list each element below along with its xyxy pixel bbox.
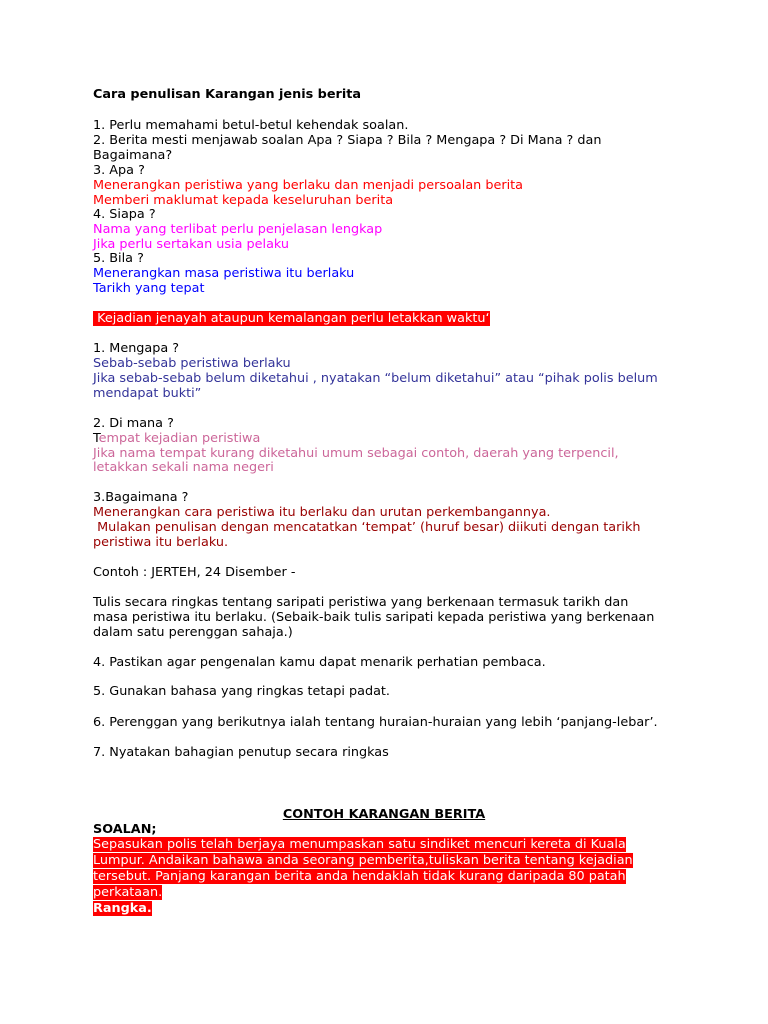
bagaimana-line: Menerangkan cara peristiwa itu berlaku dan urutan perkembangannya.: [93, 505, 551, 520]
list-item: 4. Pastikan agar pengenalan kamu dapat menarik perhatian pembaca.: [93, 655, 546, 670]
bila-heading: 5. Bila ?: [93, 251, 144, 266]
bagaimana-line: peristiwa itu berlaku.: [93, 535, 229, 550]
example-heading: CONTOH KARANGAN BERITA: [282, 807, 486, 822]
mengapa-heading: 1. Mengapa ?: [93, 341, 180, 356]
apa-heading: 3. Apa ?: [93, 163, 145, 178]
mengapa-line: mendapat bukti”: [93, 386, 202, 401]
dimana-initial: T: [93, 431, 99, 446]
mengapa-line: Jika sebab-sebab belum diketahui , nyatakan “belum diketahui” atau “pihak polis belum: [93, 371, 658, 386]
dimana-line: Jika nama tempat kurang diketahui umum sebagai contoh, daerah yang terpencil,: [93, 446, 619, 461]
bagaimana-line: Mulakan penulisan dengan mencatatkan ‘tempat’ (huruf besar) diikuti dengan tarikh: [93, 520, 641, 535]
list-item: 7. Nyatakan bahagian penutup secara ringkas: [93, 745, 389, 760]
paragraph-line: dalam satu perenggan sahaja.): [93, 625, 293, 640]
paragraph-line: masa peristiwa itu berlaku. (Sebaik-baik tulis saripati kepada peristiwa yang berkenaan: [93, 610, 655, 625]
dimana-line: empat kejadian peristiwa: [98, 431, 261, 446]
paragraph-line: Tulis secara ringkas tentang saripati peristiwa yang berkenaan termasuk tarikh dan: [93, 595, 629, 610]
mengapa-line: Sebab-sebab peristiwa berlaku: [93, 356, 291, 371]
list-item: 1. Perlu memahami betul-betul kehendak soalan.: [93, 118, 409, 133]
rangka-label: Rangka.: [93, 901, 152, 916]
question-line: Sepasukan polis telah berjaya menumpaskan satu sindiket mencuri kereta di Kuala: [93, 837, 626, 852]
soalan-label: SOALAN;: [93, 822, 157, 837]
siapa-line: Nama yang terlibat perlu penjelasan lengkap: [93, 222, 383, 237]
bagaimana-heading: 3.Bagaimana ?: [93, 490, 189, 505]
bila-line: Tarikh yang tepat: [93, 281, 205, 296]
list-item: 2. Berita mesti menjawab soalan Apa ? Siapa ? Bila ? Mengapa ? Di Mana ? dan: [93, 133, 602, 148]
siapa-heading: 4. Siapa ?: [93, 207, 156, 222]
list-item: 5. Gunakan bahasa yang ringkas tetapi padat.: [93, 684, 390, 699]
dimana-line: letakkan sekali nama negeri: [93, 460, 274, 475]
apa-line: Memberi maklumat kepada keseluruhan berita: [93, 193, 394, 208]
apa-line: Menerangkan peristiwa yang berlaku dan menjadi persoalan berita: [93, 178, 524, 193]
list-item-continuation: Bagaimana?: [93, 148, 173, 163]
siapa-line: Jika perlu sertakan usia pelaku: [93, 237, 290, 252]
question-line: tersebut. Panjang karangan berita anda hendaklah tidak kurang daripada 80 patah: [93, 869, 626, 884]
contoh-line: Contoh : JERTEH, 24 Disember -: [93, 565, 296, 580]
bila-line: Menerangkan masa peristiwa itu berlaku: [93, 266, 355, 281]
question-line: Lumpur. Andaikan bahawa anda seorang pemberita,tuliskan berita tentang kejadian: [93, 853, 633, 868]
question-line: perkataan.: [93, 885, 163, 900]
highlight-note: Kejadian jenayah ataupun kemalangan perlu letakkan waktu‘: [93, 311, 490, 326]
document-title: Cara penulisan Karangan jenis berita: [93, 87, 361, 102]
dimana-heading: 2. Di mana ?: [93, 416, 174, 431]
list-item: 6. Perenggan yang berikutnya ialah tentang huraian-huraian yang lebih ‘panjang-lebar’.: [93, 715, 658, 730]
